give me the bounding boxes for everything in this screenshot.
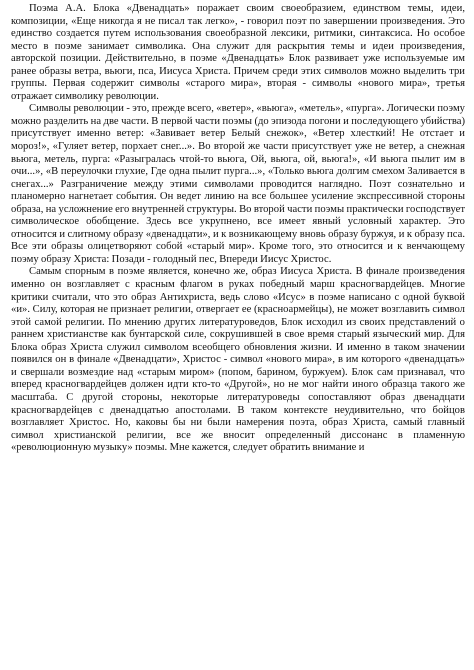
essay-paragraph-symbols: Символы революции - это, прежде всего, «ветер», «вьюга», «метель», «пурга». Логически поэму можно разделить на две части. В первой части поэмы (до эпизода погони и последующего убийства) присутствует именно ветер: «Завивает ветер Белый снежок», «Ветер хлесткий! Не отстает и мороз!», «Гуляет ветер, порхает снег...». Во второй же части присутствует уже не ветер, а снежная вьюга, метель, пурга: «Разыгралась чтой-то вьюга, Ой, вьюга, ой, вьюга!», «И вьюга пылит им в очи...», «В переулочки глухие, Где одна пылит пурга...», «Только вьюга долгим смехом Заливается в снегах...» Разграничение между этими символами проводится наглядно. Поэт сознательно и планомерно нагнетает события. Он ведет линию на все большее усиление экспрессивной стороны образа, на усложнение его внутренней структуры. Во второй части поэмы практически господствует символическое обобщение. Здесь все укрупнено, все имеет явный условный характер. Это относится и слитному образу «двенадцати», и к возникающему вновь образу буржуя, и к образу пса. Все эти образы олицетворяют собой «старый мир». Кроме того, это относится и к венчающему поэму образу Христа: Позади - голодный пес, Впереди Иисус Христос. — [11, 103, 465, 265]
essay-paragraph-intro: Поэма А.А. Блока «Двенадцать» поражает своим своеобразием, единством темы, идеи, композиции, «Еще никогда я не писал так легко», - говорил поэт по завершении произведения. Это единство создается путем использования своеобразной лексики, ритмики, синтаксиса. Но особое место в поэме занимает символика. Она служит для раскрытия темы и идеи произведения, авторской позиции. Действительно, в поэме «Двенадцать» Блок развивает уже используемые им ранее образы ветра, вьюги, пса, Иисуса Христа. Причем среди этих символов можно выделить три группы. Первая содержит символы «старого мира», вторая - символы «нового мира», третья отражает символику революции. — [11, 3, 465, 102]
essay-paragraph-christ: Самым спорным в поэме является, конечно же, образ Иисуса Христа. В финале произведения именно он возглавляет с красным флагом в руках победный марш красногвардейцев. Многие критики считали, что это образ Антихриста, ведь слово «Исус» в поэме написано с одной буквой «и». Силу, которая не признает религии, отвергает ее (красноармейцы), не может возглавить символ этой самой религии. По мнению других литературоведов, Блок исходил из своих представлений о раннем христианстве как бунтарской силе, сокрушившей в свое время старый языческий мир. Для Блока образ Христа служил символом всеобщего обновления жизни. И именно в таком значении появился он в финале «Двенадцати», Христос - символ «нового мира», в им которого «двенадцать» и свершали возмездие над «старым миром» (попом, барином, буржуем). Блок сам признавал, что вперед красногвардейцев должен идти кто-то «Другой», но не мог найти иного образца такого же масштаба. С другой стороны, некоторые литературоведы сопоставляют образ двенадцати красногвардейцев с двенадцатью апостолами. В таком контексте неудивительно, что бойцов возглавляет Христос. Но, каковы бы ни были намерения поэта, образ Христа, самый главный символ христианской религии, все же вносит определенный диссонанс в пламенную «революционную музыку» поэмы. Мне кажется, следует обратить внимание и — [11, 266, 465, 454]
